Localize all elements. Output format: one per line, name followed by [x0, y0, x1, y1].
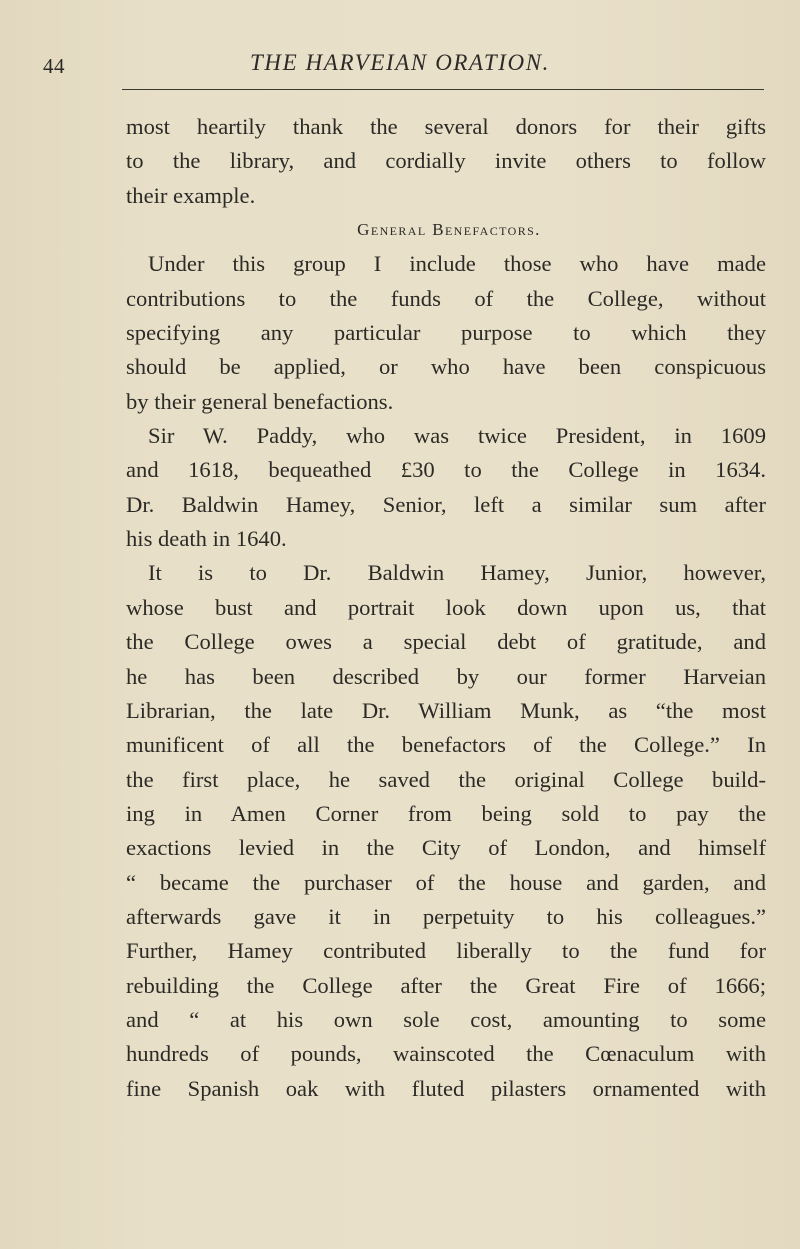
- text-line: contributions to the funds of the College, without: [126, 285, 766, 311]
- page-number: 44: [43, 54, 65, 78]
- text-line: “ became the purchaser of the house and garden, and: [126, 869, 766, 895]
- text-line: should be applied, or who have been conspicuous: [126, 354, 766, 380]
- text-line: fine Spanish oak with fluted pilasters ornamented with: [126, 1075, 766, 1101]
- text-line: to the library, and cordially invite others to follow: [126, 148, 766, 174]
- text-line: Further, Hamey contributed liberally to the fund for: [126, 938, 766, 964]
- paragraph: [126, 247, 766, 419]
- text-line: he has been described by our former Harveian: [126, 663, 766, 689]
- section-heading: General Benefactors.: [357, 220, 541, 240]
- text-line: ing in Amen Corner from being sold to pay the: [126, 800, 766, 826]
- text-line: afterwards gave it in perpetuity to his colleagues.”: [126, 903, 766, 929]
- running-title: THE HARVEIAN ORATION.: [250, 50, 550, 75]
- text-line: Dr. Baldwin Hamey, Senior, left a similar sum after: [126, 491, 766, 517]
- text-line: exactions levied in the City of London, and himself: [126, 835, 766, 861]
- text-line: munificent of all the benefactors of the College.” In: [126, 732, 766, 758]
- text-line: It is to Dr. Baldwin Hamey, Junior, however,: [148, 560, 766, 586]
- text-line: Sir W. Paddy, who was twice President, in 1609: [148, 423, 766, 449]
- text-line: whose bust and portrait look down upon us, that: [126, 594, 766, 620]
- text-line: by their general benefactions.: [126, 388, 394, 414]
- text-line: hundreds of pounds, wainscoted the Cœnaculum with: [126, 1041, 766, 1067]
- paragraph: [126, 556, 766, 1106]
- text-line: rebuilding the College after the Great Fire of 1666;: [126, 972, 766, 998]
- text-line: his death in 1640.: [126, 526, 287, 552]
- text-line: specifying any particular purpose to which they: [126, 320, 766, 346]
- text-line: their example.: [126, 182, 256, 208]
- text-line: Under this group I include those who have made: [148, 251, 766, 277]
- text-line: Librarian, the late Dr. William Munk, as “the most: [126, 697, 766, 723]
- text-line: most heartily thank the several donors for their gifts: [126, 114, 766, 139]
- text-line: and “ at his own sole cost, amounting to some: [126, 1006, 766, 1032]
- body-text: [126, 110, 766, 1106]
- paragraph: [126, 419, 766, 556]
- text-line: the College owes a special debt of gratitude, and: [126, 629, 766, 655]
- text-line: and 1618, bequeathed £30 to the College in 1634.: [126, 457, 766, 483]
- text-line: the first place, he saved the original College build-: [126, 766, 766, 792]
- header-rule: [122, 89, 764, 90]
